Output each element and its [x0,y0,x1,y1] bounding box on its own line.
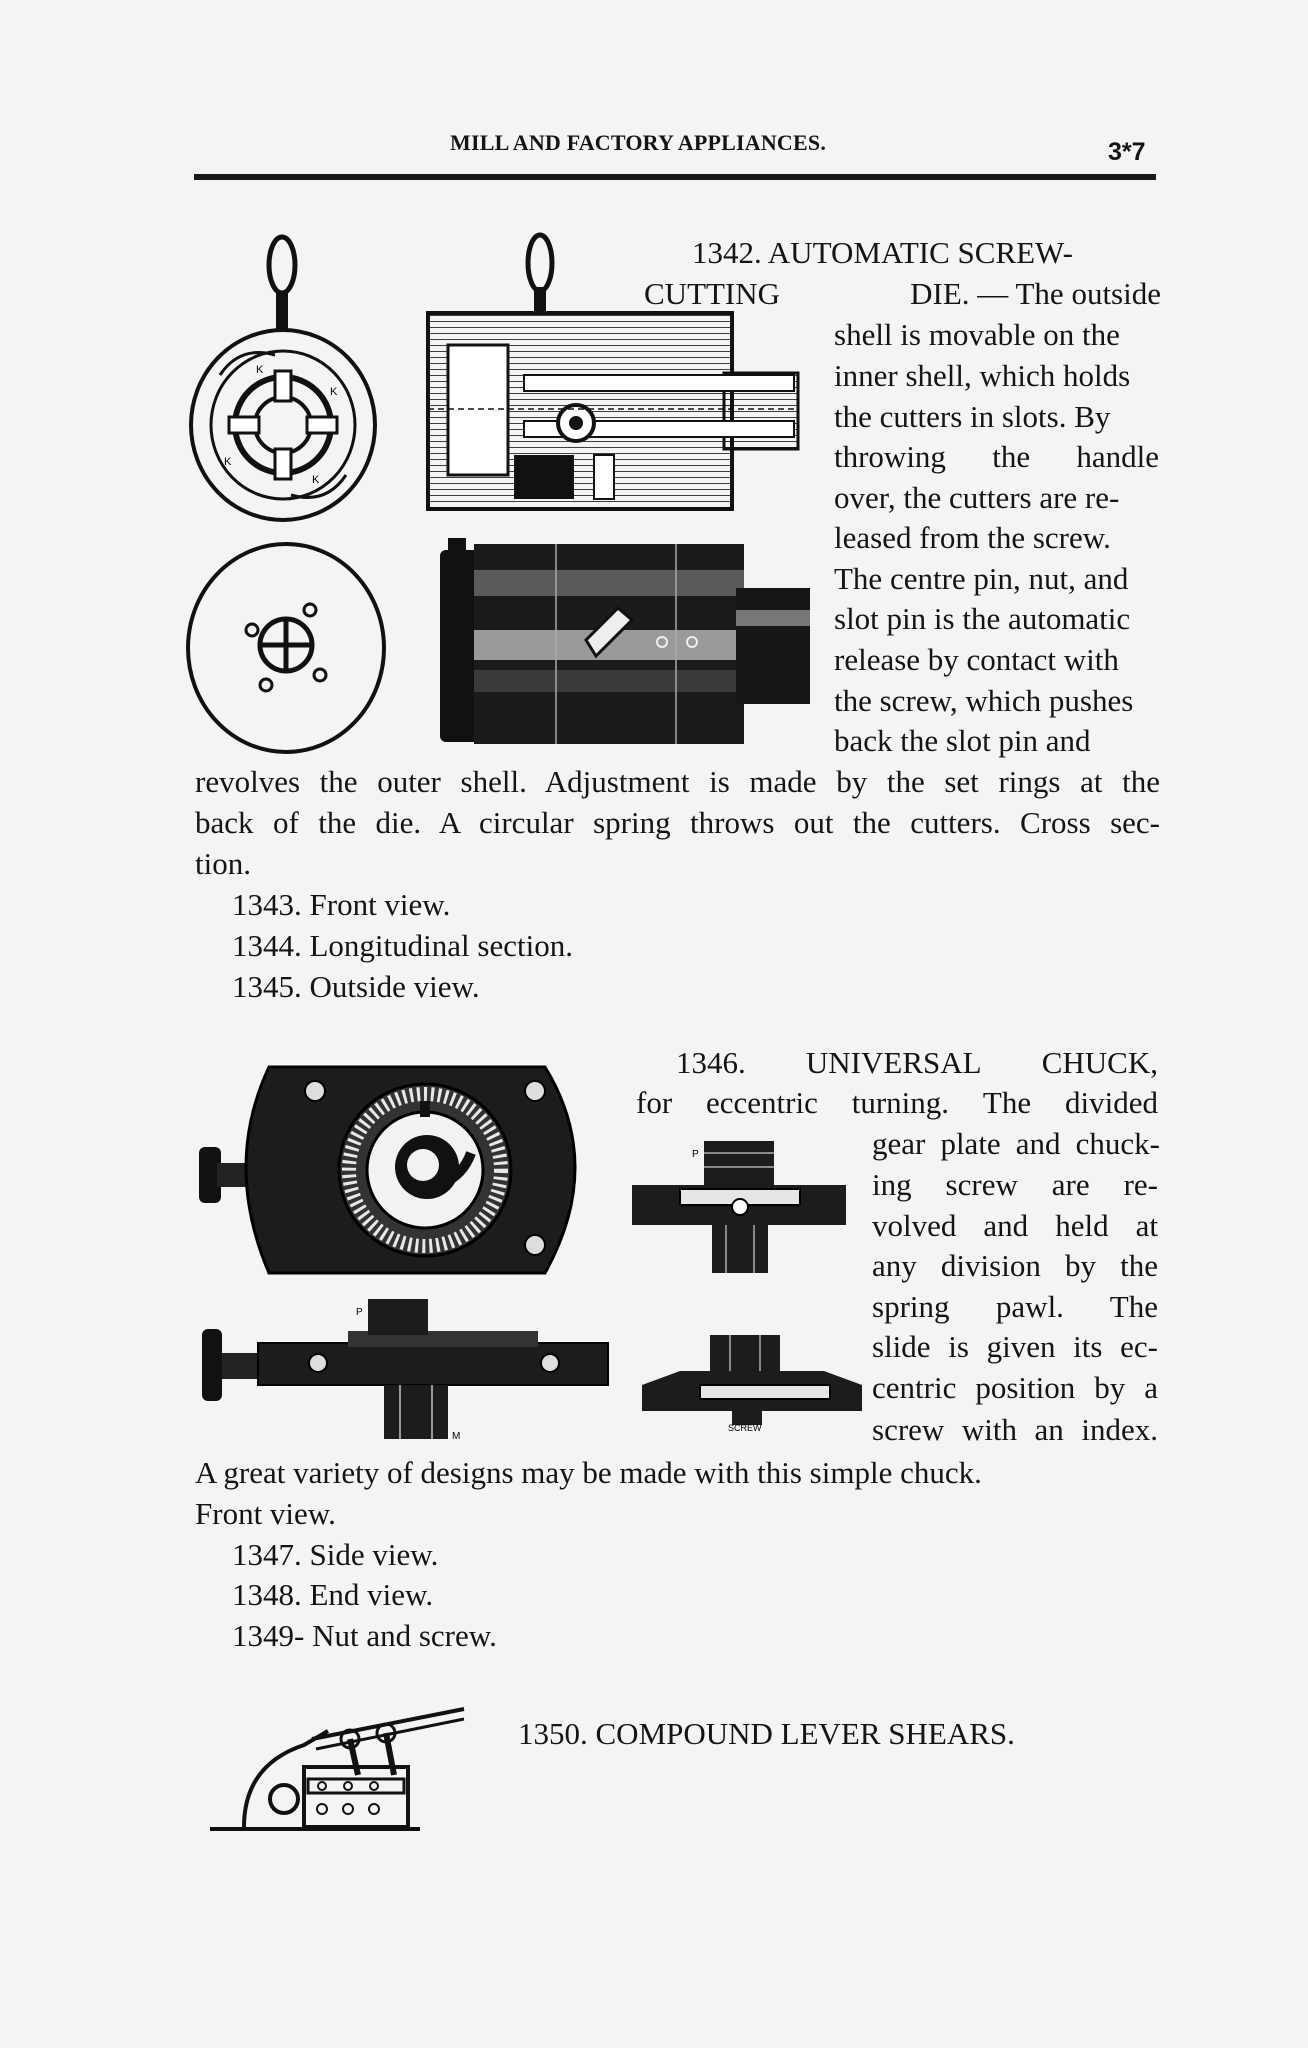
label-k-4: K [312,474,320,486]
figure-1345-outside-view [436,530,816,750]
text-turning: turning. [851,1085,950,1120]
figure-list-item: 1348. End view. [232,1577,434,1612]
section-1342-heading: 1342. AUTOMATIC SCREW- [692,235,1073,270]
section-1342-narrow-line: the cutters in slots. By [834,399,1111,434]
figure-1346-front-view [195,1055,615,1280]
section-1342-narrow-line: throwing the handle [834,439,1159,474]
figure-1347-side-view [198,1295,613,1445]
text-die-outside: DIE. — The outside [910,276,1161,311]
figure-1348-end-view [630,1135,850,1275]
label-k-2: K [330,386,338,398]
section-1346-narrow-line: gear plate and chuck- [872,1126,1160,1161]
section-1346-line-2 [636,1082,1158,1123]
section-1342-narrow-line: shell is movable on the [834,317,1120,352]
section-1346-narrow-line: volved and held at [872,1208,1158,1243]
figure-list-item: 1347. Side view. [232,1537,439,1572]
label-screw: SCREW [728,1423,762,1433]
section-1346-narrow-line: any division by the [872,1248,1158,1283]
section-1342-narrow-line: back the slot pin and [834,723,1091,758]
section-1346-narrow-line: centric position by a [872,1370,1158,1405]
section-1346-narrow-line: spring pawl. The [872,1289,1158,1324]
section-1346-narrow-line: slide is given its ec- [872,1329,1158,1364]
label-p-1: P [692,1149,699,1160]
section-1342-narrow-line: slot pin is the automatic [834,601,1131,636]
page-number: 3*7 [1108,138,1146,166]
figure-1349-nut-and-screw [640,1333,865,1433]
label-m: M [452,1431,461,1442]
text-for: for [636,1085,673,1120]
section-1342-full-line: revolves the outer shell. Adjustment is made by the set rings at the [195,764,1160,799]
text-chuck: CHUCK, [1041,1045,1158,1080]
section-1342-narrow-line: leased from the screw. [834,520,1111,555]
section-1342-full-line: tion. [195,846,251,881]
figure-1350-compound-lever-shears [208,1705,468,1835]
section-1342-narrow-line: release by contact with [834,642,1119,677]
text-eccentric: eccentric [706,1085,818,1120]
section-1342-narrow-line: over, the cutters are re- [834,480,1120,515]
section-1346-full-line: A great variety of designs may be made with this simple chuck. [195,1455,982,1490]
figure-1343-front-view [180,225,395,765]
header-rule [194,174,1156,180]
figure-list-item: 1343. Front view. [232,887,451,922]
label-p-2: P [356,1307,363,1318]
figure-list-item: 1344. Longitudinal section. [232,928,573,963]
section-1342-narrow-line: the screw, which pushes [834,683,1134,718]
text-the: The [982,1085,1032,1120]
figure-list-item: 1349- Nut and screw. [232,1618,497,1653]
label-k-3: K [224,456,232,468]
text-universal: UNIVERSAL [805,1045,982,1080]
text-divided: divided [1064,1085,1158,1120]
section-1346-full-line: Front view. [195,1496,336,1531]
section-1346-narrow-line: screw with an index. [872,1412,1158,1447]
text-cutting: CUTTING [644,276,781,311]
section-1346-heading [676,1042,1158,1083]
section-1342-narrow-line: The centre pin, nut, and [834,561,1129,596]
label-k-1: K [256,364,264,376]
section-1342-full-line: back of the die. A circular spring throws out the cutters. Cross sec- [195,805,1160,840]
text-1346: 1346. [676,1045,746,1080]
figure-list-item: 1345. Outside view. [232,969,480,1004]
section-1346-narrow-line: ing screw are re- [872,1167,1158,1202]
section-1350-heading: 1350. COMPOUND LEVER SHEARS. [518,1716,1015,1751]
running-title: MILL AND FACTORY APPLIANCES. [450,130,827,155]
section-1342-line-2 [644,273,1161,314]
section-1342-narrow-line: inner shell, which holds [834,358,1131,393]
